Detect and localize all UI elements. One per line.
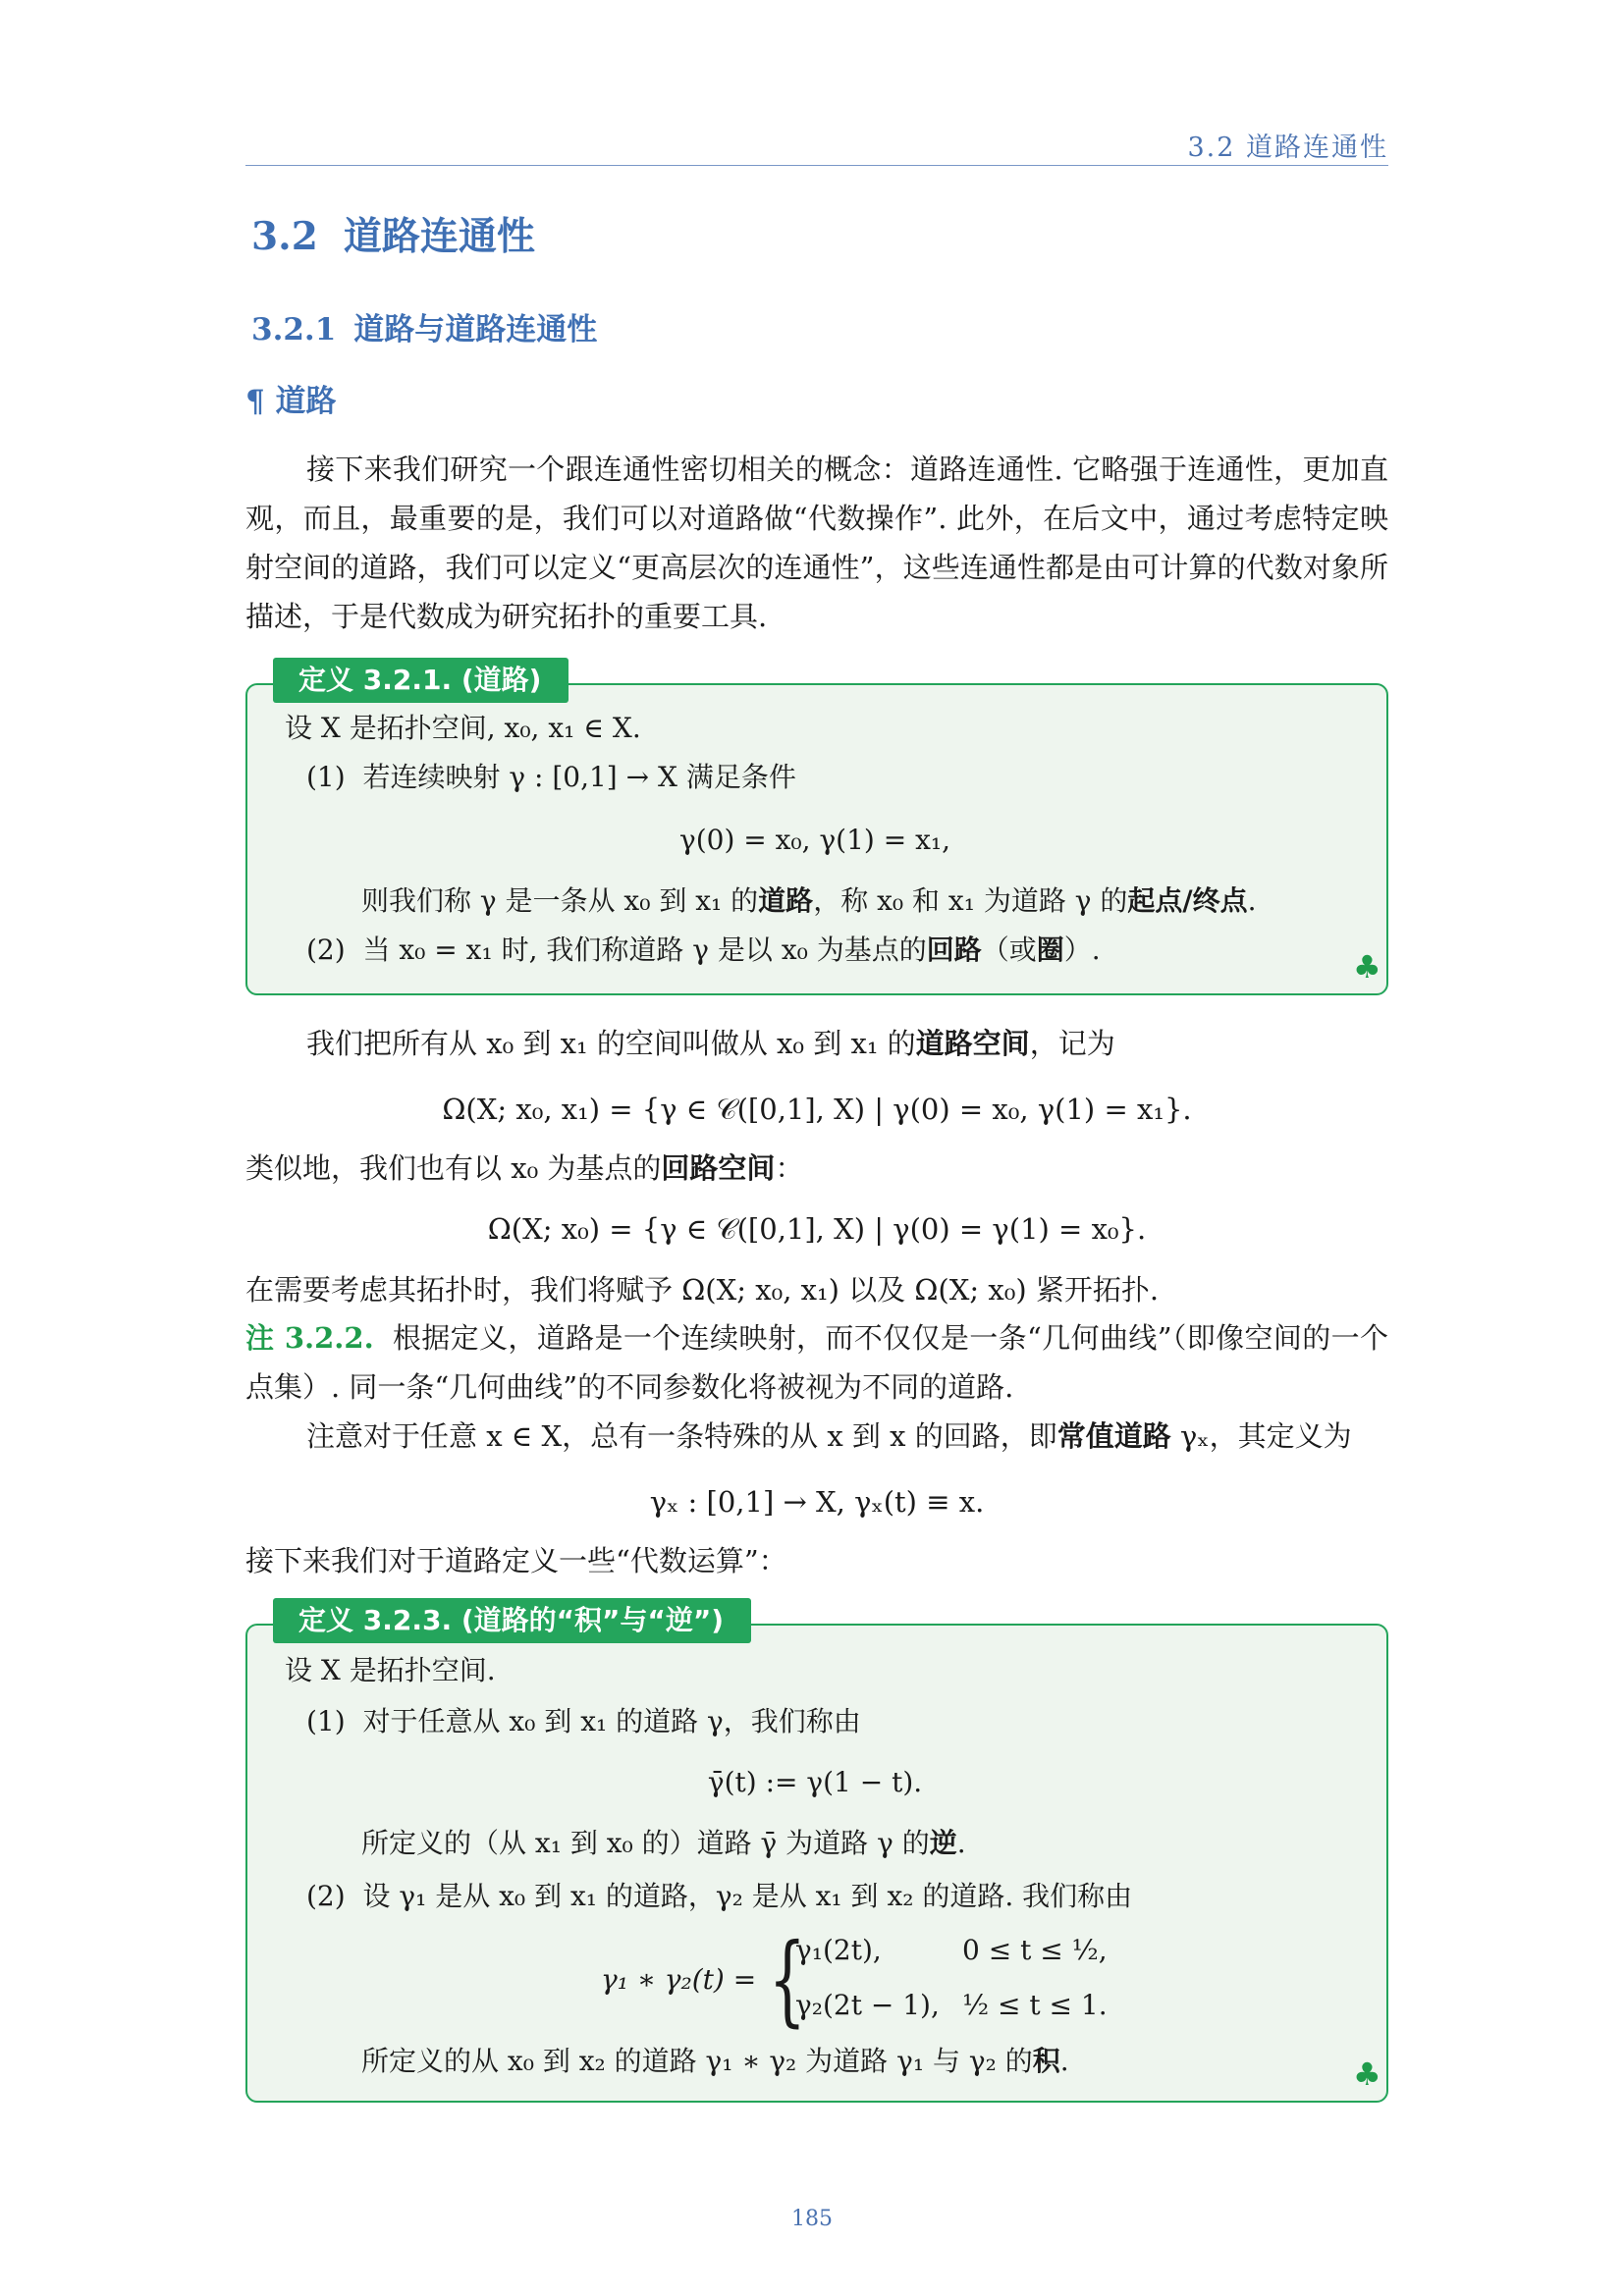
club-end-icon: ♣ <box>1353 948 1381 986</box>
product-part: . <box>1059 2045 1069 2077</box>
def1-item1-number: (1) <box>306 761 346 793</box>
operations-intro: 接下来我们对于道路定义一些“代数运算”： <box>245 1544 787 1577</box>
constant-path-equation: γₓ : [0,1] → X, γₓ(t) ≡ x. <box>649 1485 985 1519</box>
loop-space-text <box>245 1144 1388 1193</box>
def2-item2-text: 设 γ₁ 是从 x₀ 到 x₁ 的道路，γ₂ 是从 x₁ 到 x₂ 的道路. 我们称由 <box>362 1880 1133 1912</box>
def2-setup: 设 X 是拓扑空间. <box>285 1654 496 1686</box>
def1-conclusion-part: . <box>1247 884 1257 917</box>
def1-item1 <box>306 758 796 797</box>
inverse-equation: γ̄(t) := γ(1 − t). <box>707 1766 923 1798</box>
constant-path-text <box>245 1412 1388 1461</box>
club-end-icon: ♣ <box>1353 2056 1381 2093</box>
product-lhs: γ₁ ∗ γ₂(t) = <box>601 1963 757 1996</box>
case1-condition: 0 ≤ t ≤ ½, <box>962 1934 1108 1966</box>
def1-conclusion <box>361 881 1257 921</box>
def2-item1-text: 对于任意从 x₀ 到 x₁ 的道路 γ，我们称由 <box>362 1705 861 1737</box>
header-rule <box>245 165 1388 166</box>
def1-conclusion-part: 则我们称 γ 是一条从 x₀ 到 x₁ 的 <box>361 884 759 917</box>
def2-item2-number: (2) <box>306 1880 346 1912</box>
page-number: 185 <box>791 2207 833 2231</box>
term-circle: 圈 <box>1036 934 1064 966</box>
constant-path-part: γₓ，其定义为 <box>1170 1419 1352 1453</box>
inverse-description <box>361 1824 966 1863</box>
loop-space-part: ： <box>775 1151 804 1185</box>
product-description <box>361 2042 1069 2081</box>
section-title-text: 道路连通性 <box>343 214 535 259</box>
term-start-end: 起点/终点 <box>1127 884 1248 917</box>
subsection-number: 3.2.1 <box>251 312 337 347</box>
def2-item1 <box>306 1702 861 1741</box>
subsection-title-text: 道路与道路连通性 <box>353 312 598 347</box>
product-part: 所定义的从 x₀ 到 x₂ 的道路 γ₁ ∗ γ₂ 为道路 γ₁ 与 γ₂ 的 <box>361 2045 1033 2077</box>
remark-label: 注 3.2.2. <box>245 1321 374 1355</box>
constant-path-part: 注意对于任意 x ∈ X，总有一条特殊的从 x 到 x 的回路，即 <box>306 1419 1057 1453</box>
case2-expression: γ₂(2t − 1), <box>795 1989 940 2021</box>
intro-paragraph: 接下来我们研究一个跟连通性密切相关的概念：道路连通性. 它略强于连通性，更加直观，而且，最重要的是，我们可以对道路做“代数操作”. 此外，在后文中，通过考虑特定映射空间的道路，我们可以定义“更高层次的连通性”，这些连通性都是由可计算的代数对象所描述，于是代数成为研究拓扑的重要工具. <box>245 453 1388 633</box>
def1-item2 <box>306 931 1101 970</box>
def2-item2 <box>306 1877 1132 1916</box>
subsection-title <box>251 304 597 348</box>
product-equation <box>245 1922 1384 2042</box>
inverse-part: . <box>956 1827 966 1859</box>
def1-item1-text: 若连续映射 γ : [0,1] → X 满足条件 <box>362 761 796 793</box>
topology-text: 在需要考虑其拓扑时，我们将赋予 Ω(X; x₀, x₁) 以及 Ω(X; x₀) 紧开拓扑. <box>245 1273 1160 1307</box>
def1-conclusion-part: ，称 x₀ 和 x₁ 为道路 γ 的 <box>813 884 1128 917</box>
path-space-equation: Ω(X; x₀, x₁) = {γ ∈ 𝒞([0,1], X) | γ(0) = x₀, γ(1) = x₁}. <box>442 1093 1192 1126</box>
term-product: 积 <box>1032 2045 1060 2077</box>
running-header: 3.2 道路连通性 <box>1187 133 1388 163</box>
def1-item2-part: 当 x₀ = x₁ 时, 我们称道路 γ 是以 x₀ 为基点的 <box>362 934 927 966</box>
path-space-text <box>245 1019 1388 1068</box>
def1-item2-part: （或 <box>981 934 1037 966</box>
loop-space-part: 类似地，我们也有以 x₀ 为基点的 <box>245 1151 662 1185</box>
cases-brace: { <box>768 1922 806 2037</box>
case2-condition: ½ ≤ t ≤ 1. <box>962 1989 1108 2021</box>
path-space-part: ，记为 <box>1029 1027 1115 1060</box>
term-loop-space: 回路空间 <box>661 1151 776 1185</box>
path-space-part: 我们把所有从 x₀ 到 x₁ 的空间叫做从 x₀ 到 x₁ 的 <box>306 1027 916 1060</box>
def2-item1-number: (1) <box>306 1705 346 1737</box>
remark <box>245 1313 1388 1412</box>
def1-setup: 设 X 是拓扑空间, x₀, x₁ ∈ X. <box>285 712 641 744</box>
term-constant-path: 常值道路 <box>1056 1419 1171 1453</box>
remark-text: 根据定义，道路是一个连续映射，而不仅仅是一条“几何曲线”（即像空间的一个点集）. 同一条“几何曲线”的不同参数化将被视为不同的道路. <box>245 1321 1389 1404</box>
def1-item2-number: (2) <box>306 934 346 966</box>
section-title <box>251 206 535 261</box>
inverse-part: 所定义的（从 x₁ 到 x₀ 的）道路 γ̄ 为道路 γ 的 <box>361 1827 930 1859</box>
def1-item2-part: ）. <box>1063 934 1101 966</box>
term-inverse: 逆 <box>929 1827 957 1859</box>
term-path: 道路 <box>758 884 814 917</box>
definition-tag-product-inverse: 定义 3.2.3. (道路的“积”与“逆”) <box>273 1598 751 1643</box>
case1-expression: γ₁(2t), <box>795 1934 882 1966</box>
term-loop: 回路 <box>926 934 982 966</box>
section-number: 3.2 <box>251 214 318 259</box>
loop-space-equation: Ω(X; x₀) = {γ ∈ 𝒞([0,1], X) | γ(0) = γ(1) = x₀}. <box>487 1212 1147 1246</box>
def1-equation: γ(0) = x₀, γ(1) = x₁, <box>678 824 951 856</box>
paragraph-heading: ¶ 道路 <box>245 384 337 419</box>
term-path-space: 道路空间 <box>915 1027 1030 1060</box>
definition-tag-path: 定义 3.2.1. (道路) <box>273 658 568 703</box>
